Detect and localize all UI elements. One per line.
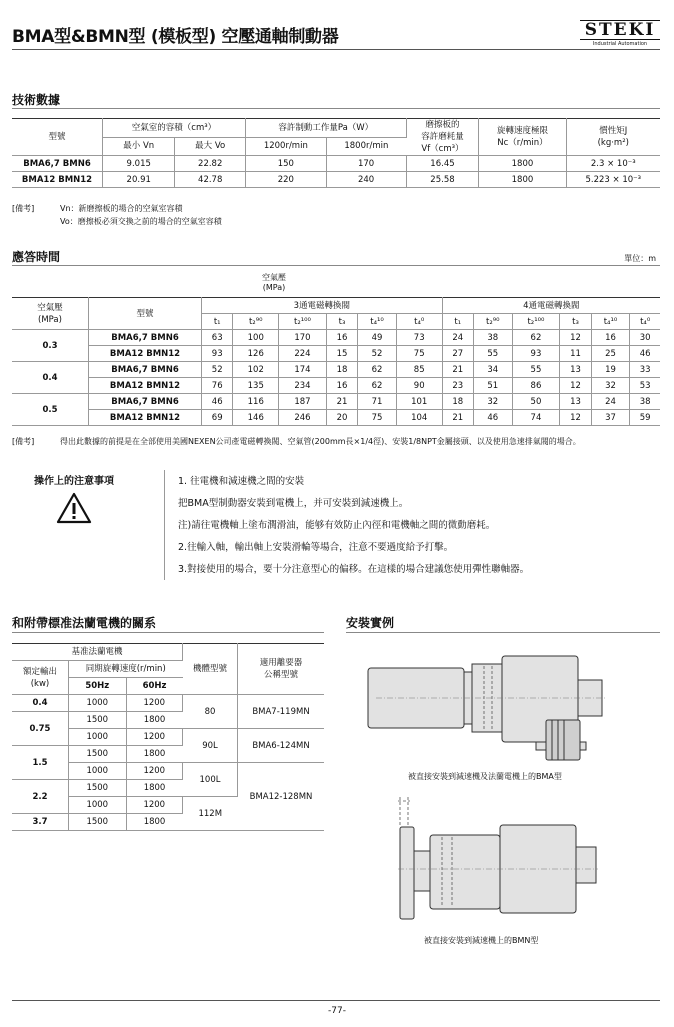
resp-model-cell: BMA6,7 BMN6 [89, 362, 202, 378]
resp-value-cell: 11 [560, 346, 591, 362]
resp-h-air-2: (MPa) [38, 314, 62, 325]
spec-h-model: 型號 [12, 119, 103, 156]
spec-cell: BMA12 BMN12 [12, 172, 103, 188]
flange-cell: 1200 [126, 797, 182, 814]
footer-rule [12, 1000, 660, 1001]
resp-value-cell: 13 [560, 394, 591, 410]
table-row [12, 346, 660, 362]
warning-icon [56, 492, 92, 528]
spec-note-2: Vo：磨擦板必須交換之前的場合的空氣室容積 [60, 217, 222, 226]
spec-cell: 22.82 [175, 156, 246, 172]
resp-col: t₄¹⁰ [591, 314, 630, 330]
resp-model-cell: BMA12 BMN12 [89, 346, 202, 362]
page-title: BMA型&BMN型 (模板型) 空壓通軸制動器 [12, 27, 339, 47]
spec-cell: 170 [326, 156, 406, 172]
flange-section-title: 和附帶標准法蘭電機的關系 [12, 616, 157, 630]
table-row [12, 330, 660, 346]
caution-line: 注)請往電機軸上塗布潤滑油，能够有效防止內徑和電機軸之間的微動磨耗。 [178, 520, 496, 531]
spec-cell: 240 [326, 172, 406, 188]
spec-rule [12, 108, 660, 109]
flange-cell: 0.4 [12, 695, 69, 712]
resp-value-cell: 73 [396, 330, 442, 346]
spec-h-wear-2: 容許磨耗量 [421, 132, 464, 142]
resp-value-cell: 86 [512, 378, 560, 394]
spec-section-title: 技術數據 [12, 93, 61, 107]
table-row [12, 362, 660, 378]
resp-h-air [12, 298, 89, 330]
resp-value-cell: 24 [442, 330, 473, 346]
resp-col: t₁ [442, 314, 473, 330]
resp-value-cell: 93 [202, 346, 233, 362]
response-note-label: [備考] [12, 437, 35, 446]
resp-value-cell: 174 [279, 362, 327, 378]
resp-value-cell: 25 [591, 346, 630, 362]
flange-cell: 80 [183, 695, 238, 729]
table-row [12, 378, 660, 394]
spec-h-1200: 1200r/min [245, 137, 326, 156]
flange-cell: 1000 [69, 763, 127, 780]
flange-cell: 90L [183, 729, 238, 763]
caution-line: 把BMA型制動器安裝到電機上，并可安裝到減速機上。 [178, 498, 409, 509]
resp-value-cell: 55 [473, 346, 512, 362]
install-rule [346, 632, 660, 633]
resp-model-cell: BMA12 BMN12 [89, 410, 202, 426]
caution-text [178, 471, 529, 581]
table-row [12, 156, 660, 172]
resp-value-cell: 75 [396, 346, 442, 362]
spec-h-wear [406, 119, 479, 156]
spec-h-speed-2: Nc（r/min） [497, 138, 548, 148]
caution-line: 1. 往電機和減速機之間的安裝 [178, 476, 305, 487]
flange-cell: BMA7-119MN [238, 695, 325, 729]
spec-cell: 42.78 [175, 172, 246, 188]
flange-h-out-1: 額定輸出 [22, 666, 57, 677]
response-table [12, 297, 660, 426]
resp-value-cell: 33 [630, 362, 660, 378]
flange-cell: 1500 [69, 712, 127, 729]
resp-col: t₄¹⁰ [358, 314, 397, 330]
spec-cell: 150 [245, 156, 326, 172]
resp-col: t₂⁹⁰ [233, 314, 279, 330]
resp-value-cell: 187 [279, 394, 327, 410]
flange-cell: 1000 [69, 695, 127, 712]
response-air-2: (MPa) [262, 283, 286, 292]
resp-pressure-cell: 0.5 [12, 394, 89, 426]
resp-h-4way: 4通電磁轉換閥 [442, 298, 660, 314]
flange-cell: 1500 [69, 780, 127, 797]
spec-table [12, 118, 660, 188]
resp-value-cell: 63 [202, 330, 233, 346]
resp-col: t₃ [326, 314, 357, 330]
spec-h-wear-3: Vf（cm³） [421, 144, 464, 154]
response-unit: 單位：m [624, 254, 656, 263]
flange-h-sync: 同期旋轉速度(r/min) [69, 661, 183, 678]
resp-value-cell: 30 [630, 330, 660, 346]
resp-value-cell: 71 [358, 394, 397, 410]
spec-h-inertia-2: (kg·m²) [597, 138, 629, 148]
flange-h-50: 50Hz [69, 678, 127, 695]
resp-col: t₄⁰ [396, 314, 442, 330]
spec-h-1800: 1800r/min [326, 137, 406, 156]
spec-h-speed-1: 旋轉速度極限 [496, 126, 548, 136]
flange-cell: 1800 [126, 814, 182, 831]
resp-value-cell: 34 [473, 362, 512, 378]
resp-value-cell: 52 [202, 362, 233, 378]
flange-h-out [12, 661, 69, 695]
flange-cell: 1.5 [12, 746, 69, 780]
resp-h-3way: 3通電磁轉換閥 [202, 298, 443, 314]
resp-value-cell: 74 [512, 410, 560, 426]
resp-value-cell: 37 [591, 410, 630, 426]
resp-value-cell: 93 [512, 346, 560, 362]
flange-cell: 1000 [69, 797, 127, 814]
resp-model-cell: BMA12 BMN12 [89, 378, 202, 394]
resp-value-cell: 135 [233, 378, 279, 394]
spec-cell: 9.015 [103, 156, 175, 172]
flange-cell: BMA12-128MN [238, 763, 325, 831]
resp-col: t₂⁹⁰ [473, 314, 512, 330]
resp-value-cell: 53 [630, 378, 660, 394]
resp-h-model: 型號 [89, 298, 202, 330]
resp-value-cell: 15 [326, 346, 357, 362]
flange-cell: 1800 [126, 746, 182, 763]
resp-value-cell: 32 [473, 394, 512, 410]
resp-value-cell: 52 [358, 346, 397, 362]
resp-value-cell: 18 [442, 394, 473, 410]
resp-pressure-cell: 0.3 [12, 330, 89, 362]
flange-h-frame: 機體型號 [183, 644, 238, 695]
bmn-install-drawing [398, 795, 598, 924]
flange-h-app-1: 適用離要器 [259, 658, 303, 668]
spec-note-1: Vn：新磨擦板的場合的空氣室容積 [60, 204, 183, 213]
resp-value-cell: 90 [396, 378, 442, 394]
table-row [12, 695, 324, 712]
resp-value-cell: 24 [591, 394, 630, 410]
flange-cell: 2.2 [12, 780, 69, 814]
resp-value-cell: 46 [202, 394, 233, 410]
spec-h-max: 最大 Vo [175, 137, 246, 156]
spec-cell: 5.223 × 10⁻³ [566, 172, 660, 188]
spec-h-inertia-1: 慣性矩J [599, 126, 628, 136]
bma-install-drawing [366, 650, 616, 769]
spec-cell: 25.58 [406, 172, 479, 188]
resp-value-cell: 19 [591, 362, 630, 378]
spec-note-label: [備考] [12, 204, 35, 213]
resp-value-cell: 20 [326, 410, 357, 426]
response-rule [12, 265, 660, 266]
spec-cell: 1800 [479, 156, 566, 172]
resp-value-cell: 116 [233, 394, 279, 410]
flange-h-app-2: 公稱型號 [263, 670, 298, 680]
flange-cell: 112M [183, 797, 238, 831]
spec-cell: 2.3 × 10⁻³ [566, 156, 660, 172]
resp-value-cell: 234 [279, 378, 327, 394]
resp-col: t₂¹⁰⁰ [512, 314, 560, 330]
resp-value-cell: 62 [512, 330, 560, 346]
resp-value-cell: 126 [233, 346, 279, 362]
resp-value-cell: 170 [279, 330, 327, 346]
spec-cell: 16.45 [406, 156, 479, 172]
resp-value-cell: 100 [233, 330, 279, 346]
logo-subtext: Industrial Automation [592, 41, 648, 47]
resp-value-cell: 85 [396, 362, 442, 378]
resp-value-cell: 76 [202, 378, 233, 394]
flange-table [12, 643, 324, 831]
logo-text: STEKI [580, 20, 660, 40]
resp-value-cell: 75 [358, 410, 397, 426]
resp-value-cell: 46 [630, 346, 660, 362]
resp-value-cell: 49 [358, 330, 397, 346]
resp-value-cell: 62 [358, 362, 397, 378]
resp-model-cell: BMA6,7 BMN6 [89, 330, 202, 346]
response-air-header [262, 272, 286, 292]
resp-value-cell: 21 [442, 362, 473, 378]
flange-cell: 1200 [126, 729, 182, 746]
resp-value-cell: 101 [396, 394, 442, 410]
resp-value-cell: 23 [442, 378, 473, 394]
resp-value-cell: 104 [396, 410, 442, 426]
flange-cell: 1000 [69, 729, 127, 746]
resp-value-cell: 46 [473, 410, 512, 426]
resp-value-cell: 59 [630, 410, 660, 426]
resp-value-cell: 146 [233, 410, 279, 426]
resp-value-cell: 21 [442, 410, 473, 426]
caution-label: 操作上的注意事項 [34, 476, 114, 487]
resp-value-cell: 16 [326, 330, 357, 346]
flange-cell: 1800 [126, 780, 182, 797]
resp-value-cell: 21 [326, 394, 357, 410]
spec-cell: 220 [245, 172, 326, 188]
spec-cell: 1800 [479, 172, 566, 188]
table-row [12, 394, 660, 410]
flange-cell: 1500 [69, 814, 127, 831]
flange-cell: 1800 [126, 712, 182, 729]
resp-value-cell: 16 [591, 330, 630, 346]
resp-value-cell: 246 [279, 410, 327, 426]
resp-value-cell: 62 [358, 378, 397, 394]
flange-h-60: 60Hz [126, 678, 182, 695]
resp-value-cell: 12 [560, 378, 591, 394]
page-number: -77- [328, 1006, 346, 1016]
flange-cell: 1500 [69, 746, 127, 763]
resp-value-cell: 13 [560, 362, 591, 378]
resp-h-air-1: 空氣壓 [37, 302, 63, 313]
caution-line: 3.對接使用的場合，要十分注意型心的偏移。在這樣的場合建議您使用彈性聯軸器。 [178, 564, 530, 575]
flange-cell: BMA6-124MN [238, 729, 325, 763]
resp-pressure-cell: 0.4 [12, 362, 89, 394]
spec-h-min: 最小 Vn [103, 137, 175, 156]
flange-cell: 100L [183, 763, 238, 797]
response-note: 得出此數據的前提是在全部使用美國NEXEN公司產電磁轉換閥、空氣管(200mm長×1/4徑)、安裝1/8NPT金屬接頭、以及使用急速排氣閥的場合。 [60, 437, 581, 446]
resp-value-cell: 38 [630, 394, 660, 410]
resp-value-cell: 12 [560, 330, 591, 346]
resp-value-cell: 51 [473, 378, 512, 394]
spec-h-air: 空氣室的容積（cm³） [103, 119, 246, 138]
flange-rule [12, 632, 324, 633]
spec-h-wear-1: 磨擦板的 [425, 120, 460, 130]
resp-value-cell: 18 [326, 362, 357, 378]
flange-cell: 1200 [126, 763, 182, 780]
header-rule [12, 49, 660, 50]
spec-h-work: 容許制動工作量Pa（W） [245, 119, 406, 138]
resp-value-cell: 102 [233, 362, 279, 378]
resp-col: t₄⁰ [630, 314, 660, 330]
caution-separator [164, 470, 165, 580]
resp-value-cell: 38 [473, 330, 512, 346]
spec-h-inertia [566, 119, 660, 156]
install-section-title: 安裝實例 [346, 616, 395, 630]
resp-value-cell: 69 [202, 410, 233, 426]
resp-col: t₃ [560, 314, 591, 330]
table-row [12, 172, 660, 188]
steki-logo [580, 20, 660, 47]
flange-cell: 1200 [126, 695, 182, 712]
resp-value-cell: 27 [442, 346, 473, 362]
response-air-1: 空氣壓 [262, 273, 286, 282]
caution-line: 2.往輸入軸，輸出軸上安裝滑輪等場合，注意不要過度給予打擊。 [178, 542, 454, 553]
resp-col: t₂¹⁰⁰ [279, 314, 327, 330]
flange-cell: 3.7 [12, 814, 69, 831]
install-caption-2: 被直接安裝到減速機上的BMN型 [424, 936, 539, 945]
resp-value-cell: 55 [512, 362, 560, 378]
resp-value-cell: 50 [512, 394, 560, 410]
flange-h-out-2: (kw) [30, 678, 50, 689]
resp-col: t₁ [202, 314, 233, 330]
spec-h-speed [479, 119, 566, 156]
spec-cell: 20.91 [103, 172, 175, 188]
response-section-title: 應答時間 [12, 250, 61, 264]
spec-cell: BMA6,7 BMN6 [12, 156, 103, 172]
resp-value-cell: 16 [326, 378, 357, 394]
flange-h-app [238, 644, 325, 695]
resp-value-cell: 224 [279, 346, 327, 362]
table-row [12, 410, 660, 426]
resp-value-cell: 12 [560, 410, 591, 426]
flange-cell: 0.75 [12, 712, 69, 746]
resp-model-cell: BMA6,7 BMN6 [89, 394, 202, 410]
resp-value-cell: 32 [591, 378, 630, 394]
flange-h-std: 基准法蘭電機 [12, 644, 183, 661]
install-caption-1: 被直接安裝到減速機及法蘭電機上的BMA型 [408, 772, 562, 781]
